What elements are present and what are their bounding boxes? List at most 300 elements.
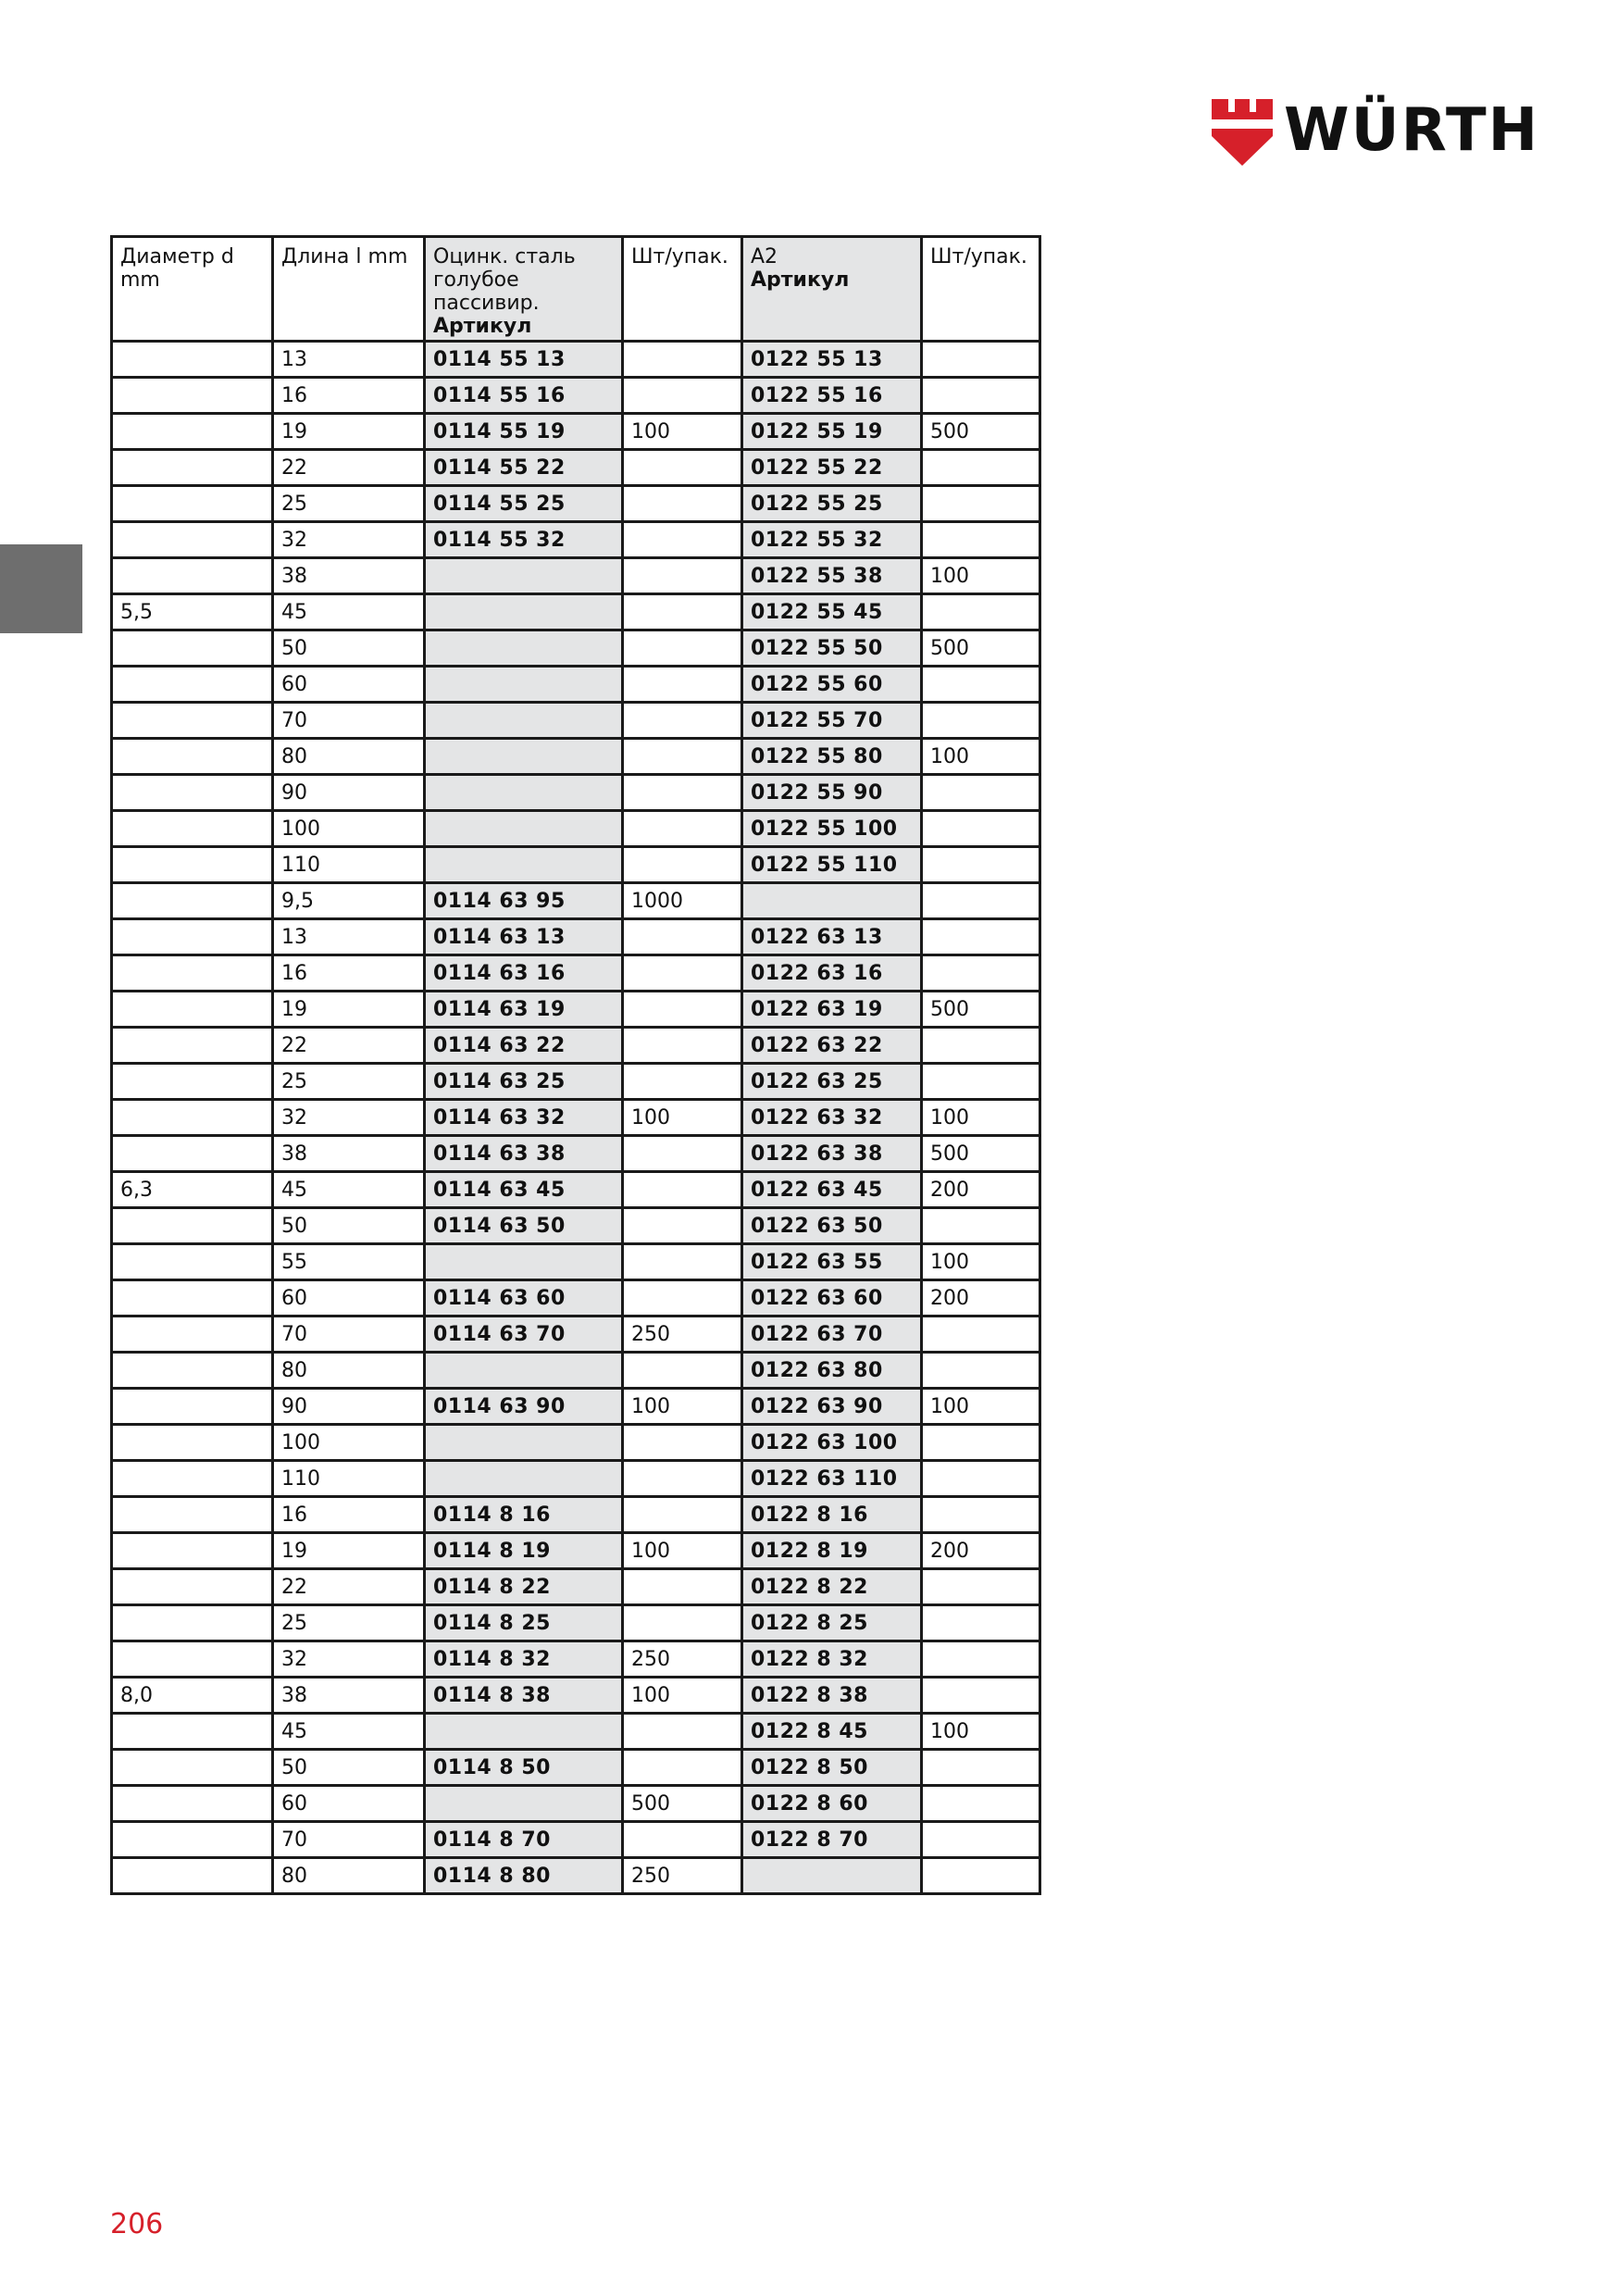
qty-a2-cell [922,883,1040,919]
qty-a2-cell [922,1425,1040,1461]
diameter-cell [112,1497,273,1533]
qty-zinc-cell [623,1172,742,1208]
col-header-length: Длина l mm [273,237,425,342]
length-cell: 90 [273,775,425,811]
zinc-article-cell: 0114 55 25 [425,486,623,522]
table-row [112,847,1040,883]
qty-a2-cell [922,1353,1040,1389]
a2-article-cell: 0122 8 25 [742,1605,922,1641]
table-row [112,450,1040,486]
qty-zinc-cell [623,1028,742,1064]
qty-zinc-cell [623,378,742,414]
zinc-article-cell [425,558,623,594]
diameter-cell [112,955,273,992]
length-cell: 13 [273,342,425,378]
a2-article-cell: 0122 63 80 [742,1353,922,1389]
qty-zinc-cell [623,847,742,883]
a2-article-cell: 0122 55 90 [742,775,922,811]
a2-article-cell: 0122 8 70 [742,1822,922,1858]
table-row [112,919,1040,955]
length-cell: 32 [273,1100,425,1136]
table-row [112,414,1040,450]
a2-article-cell: 0122 8 19 [742,1533,922,1569]
a2-article-cell: 0122 63 19 [742,992,922,1028]
table-row [112,883,1040,919]
qty-a2-cell: 200 [922,1533,1040,1569]
a2-article-cell: 0122 8 38 [742,1678,922,1714]
diameter-cell [112,342,273,378]
length-cell: 19 [273,1533,425,1569]
col-header-zinc-article: Оцинк. сталь голубое пассивир. Артикул [425,237,623,342]
table-row [112,630,1040,667]
qty-zinc-cell [623,1461,742,1497]
qty-zinc-cell [623,1822,742,1858]
qty-zinc-cell [623,1714,742,1750]
diameter-cell [112,1316,273,1353]
length-cell: 45 [273,1172,425,1208]
diameter-cell: 5,5 [112,594,273,630]
length-cell: 32 [273,1641,425,1678]
qty-a2-cell [922,1822,1040,1858]
diameter-cell [112,1822,273,1858]
table-row [112,1497,1040,1533]
qty-zinc-cell [623,775,742,811]
diameter-cell [112,1244,273,1280]
table-row [112,1172,1040,1208]
table-row [112,1244,1040,1280]
length-cell: 110 [273,847,425,883]
qty-a2-cell [922,703,1040,739]
diameter-cell [112,1605,273,1641]
qty-zinc-cell [623,667,742,703]
zinc-article-cell: 0114 63 22 [425,1028,623,1064]
qty-a2-cell [922,486,1040,522]
a2-article-cell: 0122 55 38 [742,558,922,594]
col-header-qty-a2: Шт/упак. [922,237,1040,342]
qty-a2-cell [922,775,1040,811]
a2-article-cell: 0122 63 110 [742,1461,922,1497]
page-number: 206 [110,2208,164,2240]
qty-a2-cell [922,1497,1040,1533]
zinc-article-cell [425,847,623,883]
qty-zinc-cell: 100 [623,1533,742,1569]
qty-a2-cell [922,1316,1040,1353]
qty-a2-cell [922,342,1040,378]
a2-article-cell: 0122 8 32 [742,1641,922,1678]
qty-zinc-cell [623,1064,742,1100]
qty-zinc-cell: 250 [623,1641,742,1678]
zinc-article-cell [425,775,623,811]
diameter-cell [112,1136,273,1172]
a2-article-cell: 0122 63 45 [742,1172,922,1208]
length-cell: 13 [273,919,425,955]
qty-a2-cell: 100 [922,739,1040,775]
qty-a2-cell [922,847,1040,883]
zinc-article-cell: 0114 63 38 [425,1136,623,1172]
table-row [112,1822,1040,1858]
qty-zinc-cell [623,522,742,558]
qty-zinc-cell: 100 [623,1678,742,1714]
qty-zinc-cell [623,919,742,955]
diameter-cell [112,1641,273,1678]
diameter-cell [112,667,273,703]
qty-zinc-cell [623,1497,742,1533]
qty-a2-cell [922,955,1040,992]
table-row [112,1064,1040,1100]
diameter-cell [112,1353,273,1389]
qty-a2-cell [922,1641,1040,1678]
qty-a2-cell: 500 [922,992,1040,1028]
qty-zinc-cell: 1000 [623,883,742,919]
qty-zinc-cell [623,1208,742,1244]
table-row [112,594,1040,630]
zinc-article-cell: 0114 8 22 [425,1569,623,1605]
length-cell: 50 [273,630,425,667]
diameter-cell [112,1100,273,1136]
qty-a2-cell [922,1786,1040,1822]
qty-a2-cell: 100 [922,1100,1040,1136]
a2-article-cell: 0122 55 13 [742,342,922,378]
qty-zinc-cell [623,955,742,992]
length-cell: 22 [273,1569,425,1605]
table-row [112,1533,1040,1569]
zinc-article-cell: 0114 8 16 [425,1497,623,1533]
length-cell: 22 [273,450,425,486]
qty-a2-cell: 500 [922,630,1040,667]
diameter-cell [112,450,273,486]
diameter-cell [112,811,273,847]
qty-zinc-cell [623,1244,742,1280]
diameter-cell [112,1858,273,1894]
length-cell: 16 [273,378,425,414]
qty-a2-cell: 500 [922,1136,1040,1172]
zinc-article-cell: 0114 55 32 [425,522,623,558]
length-cell: 50 [273,1750,425,1786]
length-cell: 32 [273,522,425,558]
a2-article-cell: 0122 63 100 [742,1425,922,1461]
zinc-article-cell [425,1786,623,1822]
length-cell: 100 [273,1425,425,1461]
table-row [112,378,1040,414]
length-cell: 55 [273,1244,425,1280]
zinc-article-cell: 0114 63 25 [425,1064,623,1100]
table-row [112,1641,1040,1678]
a2-article-cell: 0122 55 110 [742,847,922,883]
length-cell: 60 [273,667,425,703]
qty-a2-cell [922,594,1040,630]
qty-zinc-cell [623,558,742,594]
qty-zinc-cell: 250 [623,1316,742,1353]
diameter-cell [112,630,273,667]
a2-article-cell: 0122 55 22 [742,450,922,486]
table-row [112,992,1040,1028]
diameter-cell [112,1714,273,1750]
zinc-article-cell: 0114 8 19 [425,1533,623,1569]
qty-a2-cell [922,1858,1040,1894]
table-row [112,1316,1040,1353]
a2-article-cell [742,883,922,919]
qty-zinc-cell [623,630,742,667]
zinc-article-cell [425,630,623,667]
a2-article-cell: 0122 55 45 [742,594,922,630]
diameter-cell [112,1425,273,1461]
wurth-emblem-icon [1210,99,1275,166]
qty-a2-cell: 200 [922,1172,1040,1208]
zinc-article-cell: 0114 8 50 [425,1750,623,1786]
wurth-logo [1210,96,1540,166]
diameter-cell [112,919,273,955]
length-cell: 38 [273,1678,425,1714]
table-row [112,1280,1040,1316]
a2-article-cell [742,1858,922,1894]
zinc-article-cell: 0114 8 80 [425,1858,623,1894]
qty-zinc-cell: 250 [623,1858,742,1894]
a2-article-cell: 0122 63 16 [742,955,922,992]
zinc-article-cell: 0114 8 38 [425,1678,623,1714]
qty-a2-cell [922,1750,1040,1786]
table-row [112,1569,1040,1605]
table-row [112,1786,1040,1822]
table-row [112,342,1040,378]
qty-a2-cell [922,522,1040,558]
qty-a2-cell [922,1064,1040,1100]
zinc-article-cell: 0114 63 45 [425,1172,623,1208]
length-cell: 16 [273,955,425,992]
a2-article-cell: 0122 8 16 [742,1497,922,1533]
zinc-article-cell: 0114 63 70 [425,1316,623,1353]
a2-article-cell: 0122 55 19 [742,414,922,450]
table-header-row [112,237,1040,342]
diameter-cell [112,775,273,811]
qty-zinc-cell [623,594,742,630]
table-row [112,955,1040,992]
table-row [112,1028,1040,1064]
length-cell: 16 [273,1497,425,1533]
table-row [112,1605,1040,1641]
a2-article-cell: 0122 63 38 [742,1136,922,1172]
length-cell: 80 [273,1858,425,1894]
table-row [112,1858,1040,1894]
length-cell: 25 [273,1064,425,1100]
a2-article-cell: 0122 55 25 [742,486,922,522]
a2-article-cell: 0122 63 60 [742,1280,922,1316]
zinc-article-cell: 0114 63 32 [425,1100,623,1136]
qty-a2-cell [922,1569,1040,1605]
zinc-article-cell [425,1353,623,1389]
zinc-article-cell [425,1425,623,1461]
qty-zinc-cell [623,1750,742,1786]
qty-zinc-cell [623,703,742,739]
diameter-cell [112,1533,273,1569]
col-header-a2-article: A2 Артикул [742,237,922,342]
zinc-article-cell [425,594,623,630]
a2-article-cell: 0122 55 70 [742,703,922,739]
table-row [112,1100,1040,1136]
qty-a2-cell [922,1678,1040,1714]
a2-article-cell: 0122 63 32 [742,1100,922,1136]
qty-a2-cell [922,667,1040,703]
a2-article-cell: 0122 55 60 [742,667,922,703]
qty-zinc-cell [623,1136,742,1172]
qty-zinc-cell: 500 [623,1786,742,1822]
product-table [110,235,1041,1895]
diameter-cell [112,378,273,414]
zinc-article-cell [425,1714,623,1750]
length-cell: 80 [273,1353,425,1389]
length-cell: 70 [273,1822,425,1858]
zinc-article-cell [425,667,623,703]
a2-article-cell: 0122 63 25 [742,1064,922,1100]
table-row [112,1750,1040,1786]
diameter-cell [112,847,273,883]
diameter-cell [112,558,273,594]
a2-article-cell: 0122 63 90 [742,1389,922,1425]
zinc-article-cell: 0114 63 16 [425,955,623,992]
qty-a2-cell [922,1605,1040,1641]
length-cell: 9,5 [273,883,425,919]
a2-article-cell: 0122 55 16 [742,378,922,414]
qty-zinc-cell: 100 [623,1100,742,1136]
table-row [112,1461,1040,1497]
zinc-article-cell [425,739,623,775]
a2-article-cell: 0122 63 50 [742,1208,922,1244]
table-row [112,1678,1040,1714]
zinc-article-cell: 0114 63 95 [425,883,623,919]
length-cell: 38 [273,1136,425,1172]
qty-a2-cell [922,919,1040,955]
a2-article-cell: 0122 8 50 [742,1750,922,1786]
zinc-article-cell: 0114 63 13 [425,919,623,955]
qty-a2-cell [922,378,1040,414]
zinc-article-cell [425,811,623,847]
qty-a2-cell [922,1208,1040,1244]
a2-article-cell: 0122 63 55 [742,1244,922,1280]
diameter-cell [112,1461,273,1497]
table-row [112,1208,1040,1244]
zinc-article-cell: 0114 8 32 [425,1641,623,1678]
zinc-article-cell: 0114 8 70 [425,1822,623,1858]
diameter-cell [112,1389,273,1425]
length-cell: 45 [273,594,425,630]
table-row [112,667,1040,703]
zinc-article-cell: 0114 63 19 [425,992,623,1028]
table-row [112,522,1040,558]
diameter-cell [112,414,273,450]
zinc-article-cell: 0114 63 50 [425,1208,623,1244]
qty-zinc-cell [623,450,742,486]
diameter-cell [112,1208,273,1244]
qty-zinc-cell [623,1425,742,1461]
a2-article-cell: 0122 63 13 [742,919,922,955]
diameter-cell [112,1750,273,1786]
diameter-cell: 6,3 [112,1172,273,1208]
length-cell: 25 [273,1605,425,1641]
diameter-cell [112,1064,273,1100]
table-row [112,1714,1040,1750]
table-row [112,811,1040,847]
a2-article-cell: 0122 8 45 [742,1714,922,1750]
qty-a2-cell: 200 [922,1280,1040,1316]
qty-zinc-cell [623,1280,742,1316]
qty-zinc-cell: 100 [623,414,742,450]
qty-zinc-cell [623,992,742,1028]
length-cell: 60 [273,1786,425,1822]
diameter-cell [112,703,273,739]
section-tab-marker [0,544,82,633]
table-row [112,703,1040,739]
length-cell: 38 [273,558,425,594]
qty-a2-cell: 100 [922,1714,1040,1750]
qty-zinc-cell [623,1605,742,1641]
diameter-cell [112,1280,273,1316]
length-cell: 19 [273,414,425,450]
zinc-article-cell: 0114 63 60 [425,1280,623,1316]
zinc-article-cell [425,703,623,739]
qty-zinc-cell [623,342,742,378]
a2-article-cell: 0122 55 100 [742,811,922,847]
a2-article-cell: 0122 63 22 [742,1028,922,1064]
table-row [112,1425,1040,1461]
length-cell: 19 [273,992,425,1028]
length-cell: 80 [273,739,425,775]
zinc-article-cell: 0114 55 19 [425,414,623,450]
table-row [112,486,1040,522]
diameter-cell [112,883,273,919]
qty-a2-cell: 100 [922,1389,1040,1425]
qty-zinc-cell [623,1353,742,1389]
diameter-cell [112,1028,273,1064]
zinc-article-cell: 0114 55 22 [425,450,623,486]
length-cell: 60 [273,1280,425,1316]
qty-zinc-cell [623,739,742,775]
zinc-article-cell: 0114 8 25 [425,1605,623,1641]
table-row [112,775,1040,811]
qty-a2-cell [922,450,1040,486]
diameter-cell [112,522,273,558]
zinc-article-cell [425,1244,623,1280]
qty-a2-cell [922,1461,1040,1497]
qty-zinc-cell: 100 [623,1389,742,1425]
col-header-qty-zinc: Шт/упак. [623,237,742,342]
diameter-cell [112,1569,273,1605]
diameter-cell [112,1786,273,1822]
qty-a2-cell [922,811,1040,847]
zinc-article-cell [425,1461,623,1497]
length-cell: 25 [273,486,425,522]
a2-article-cell: 0122 8 60 [742,1786,922,1822]
table-row [112,1389,1040,1425]
diameter-cell [112,739,273,775]
zinc-article-cell: 0114 55 16 [425,378,623,414]
col-header-diameter: Диаметр d mm [112,237,273,342]
qty-a2-cell [922,1028,1040,1064]
zinc-article-cell: 0114 55 13 [425,342,623,378]
diameter-cell: 8,0 [112,1678,273,1714]
qty-zinc-cell [623,1569,742,1605]
diameter-cell [112,486,273,522]
length-cell: 50 [273,1208,425,1244]
length-cell: 110 [273,1461,425,1497]
a2-article-cell: 0122 63 70 [742,1316,922,1353]
table-row [112,1136,1040,1172]
qty-zinc-cell [623,811,742,847]
length-cell: 70 [273,1316,425,1353]
brand-name: WÜRTH [1284,96,1540,165]
length-cell: 100 [273,811,425,847]
qty-a2-cell: 100 [922,558,1040,594]
length-cell: 70 [273,703,425,739]
diameter-cell [112,992,273,1028]
